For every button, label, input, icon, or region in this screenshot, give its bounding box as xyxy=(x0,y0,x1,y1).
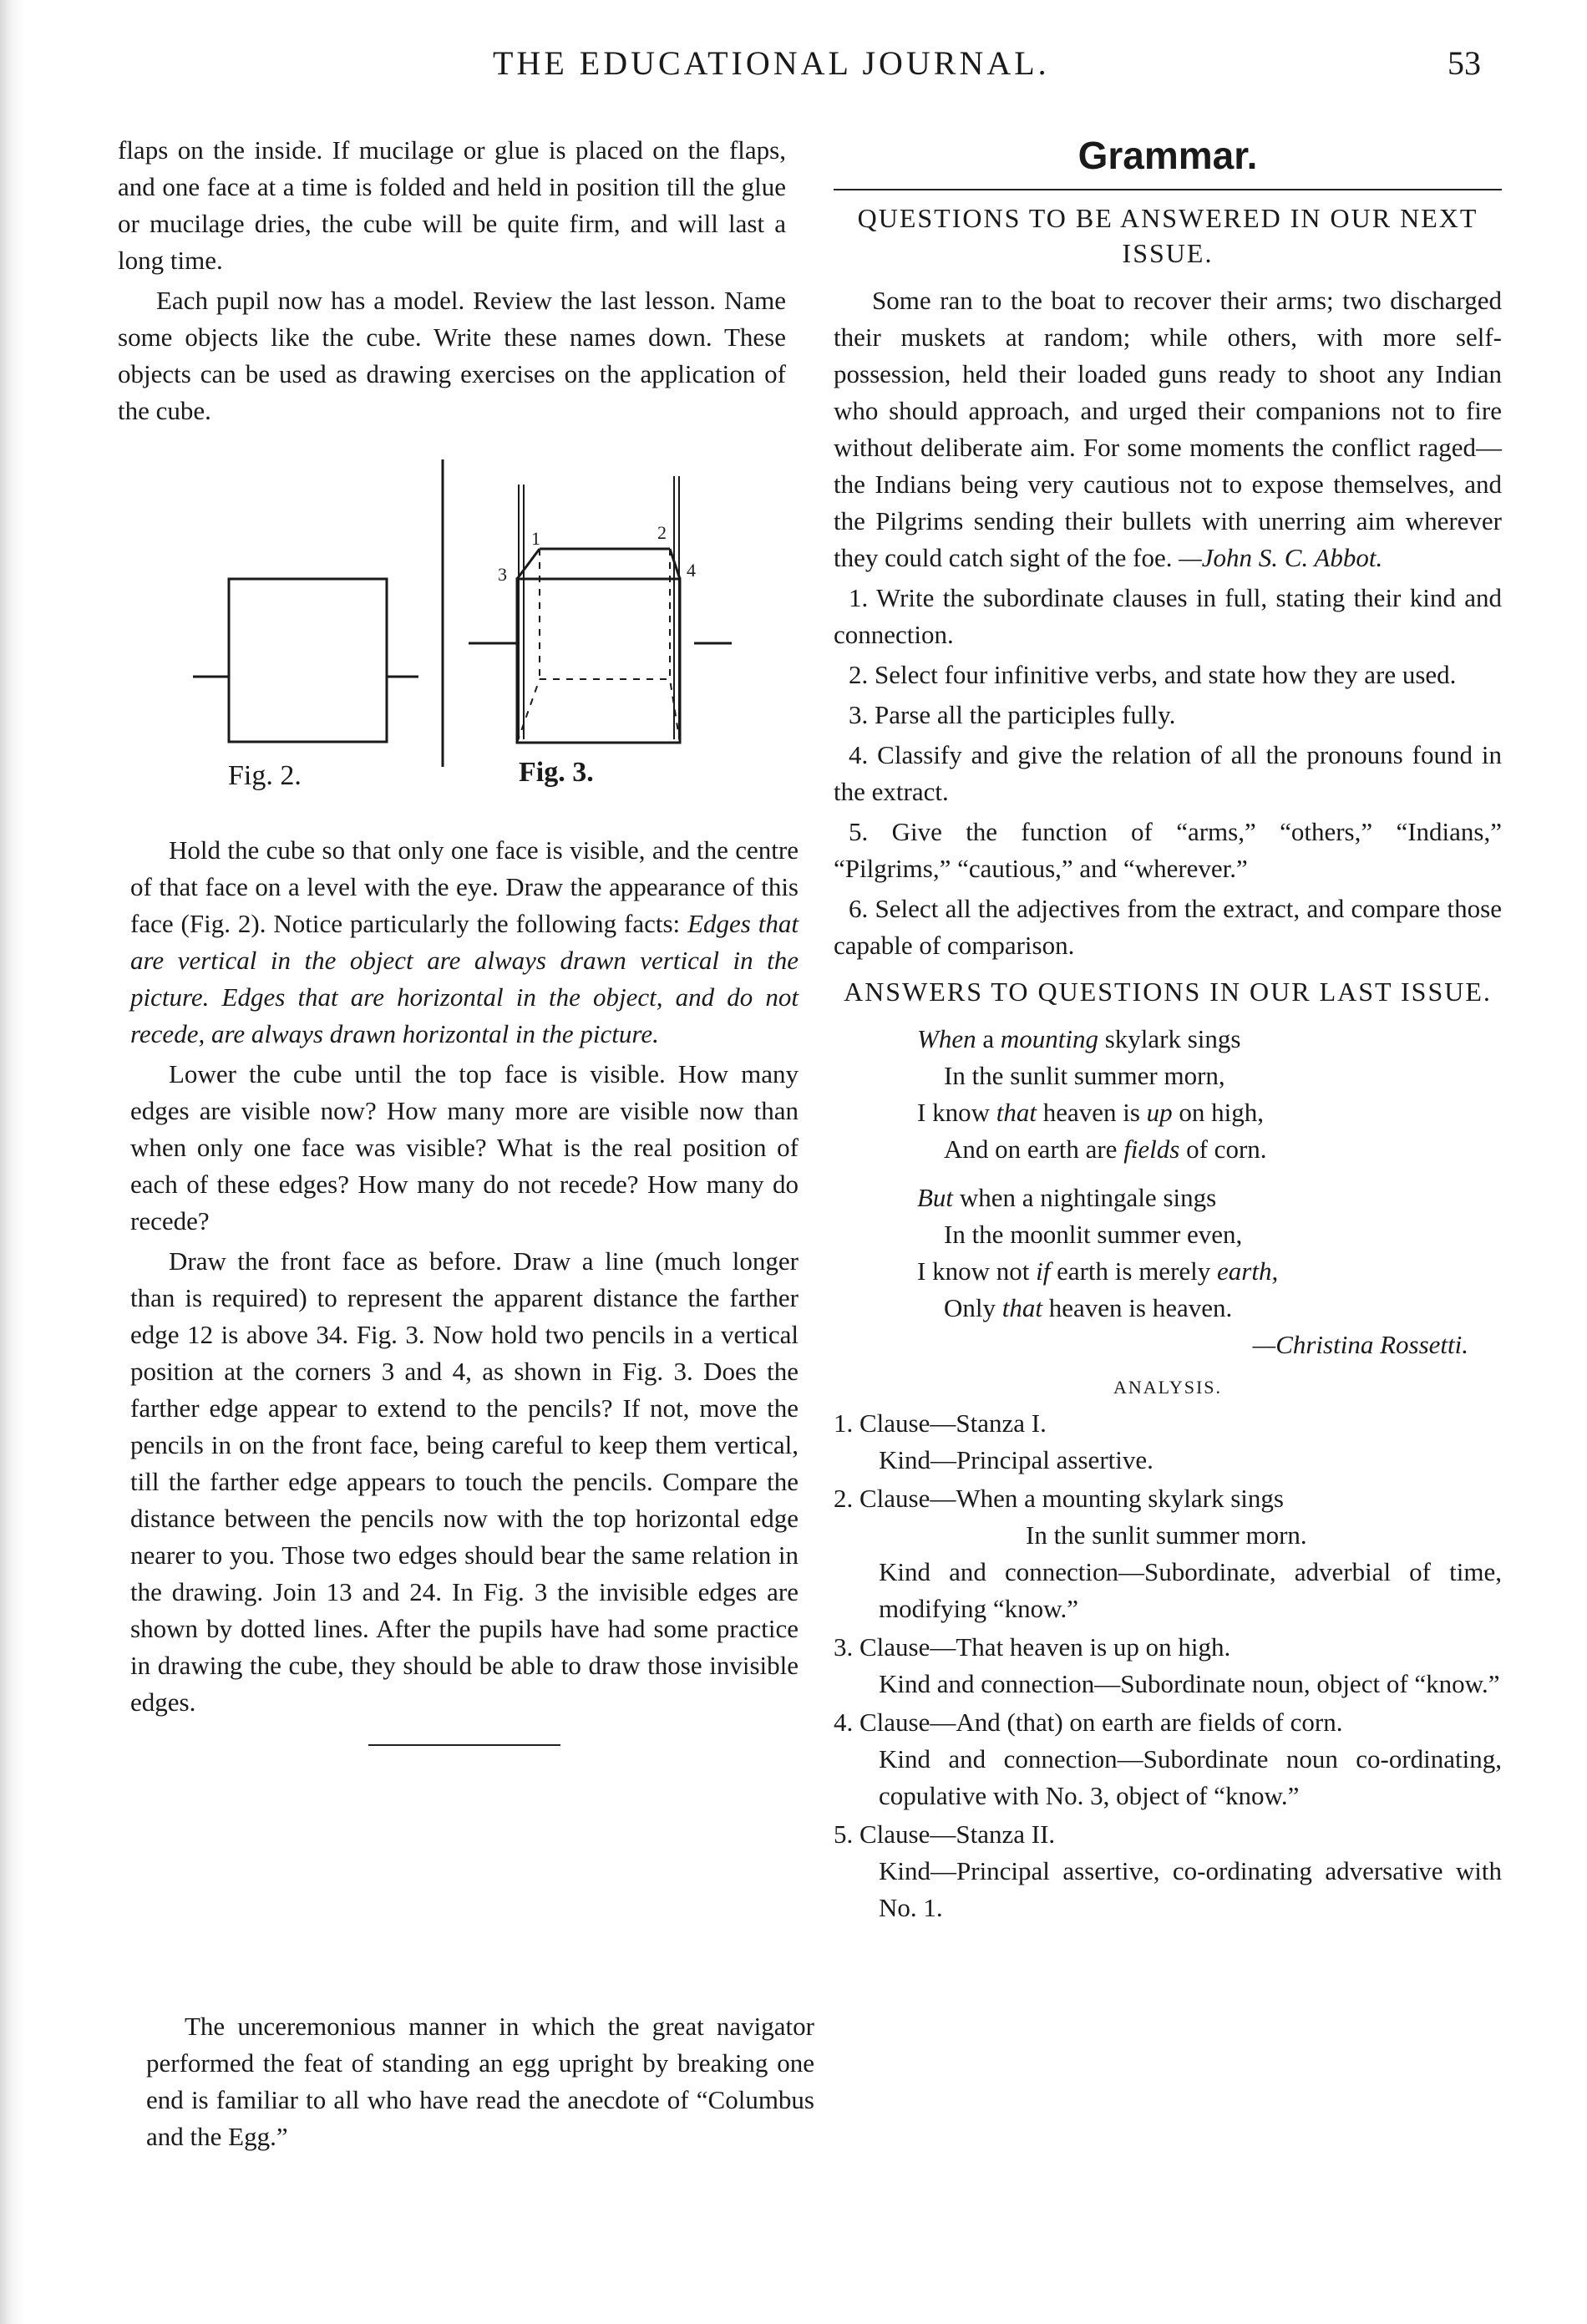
fig-3-front-face xyxy=(517,579,680,743)
poem-line xyxy=(917,1021,1502,1058)
poem-text: earth is merely xyxy=(1050,1256,1218,1286)
fig-3-drawing xyxy=(469,476,732,743)
analysis-line: 1. Clause—Stanza I. xyxy=(834,1408,1047,1438)
left-column-bottom xyxy=(146,2008,814,2159)
paragraph: The unceremonious manner in which the great navigator performed the feat of standing an egg upright by breaking one end is familiar to all who have read the anecdote of “Columbus and the Egg.” xyxy=(146,2012,814,2151)
paragraph: Draw the front face as before. Draw a line (much longer than is required) to represent the apparent distance the farther edge 12 is above 34. Fig. 3. Now hold two pencils in a vertical position at the corners 3 and 4, as shown in Fig. 3. Does the farther edge appear to extend to the pencils? If not, move the pencils in on the front face, being careful to keep them vertical, till the farther edge appears to touch the pencils. Compare the distance between the pencils now with the top horizontal edge nearer to you. Those two edges should bear the same relation in the drawing. Join 13 and 24. In Fig. 3 the invisible edges are shown by dotted lines. After the pupils have had some practice in drawing the cube, they should be able to draw those invisible edges. xyxy=(130,1246,799,1717)
passage xyxy=(834,282,1502,576)
section-title: Grammar. xyxy=(1077,134,1258,177)
poem-italic: that xyxy=(1001,1293,1042,1322)
poem-text: heaven is xyxy=(1036,1098,1147,1127)
emphasized-rule: Edges that are vertical in the object are always drawn vertical in the picture. Edges that are horizontal in the object, and do not recede, are always drawn horizontal in the picture. xyxy=(130,909,799,1048)
page-edge-shadow xyxy=(0,0,23,2324)
poem-text: Only xyxy=(944,1293,1002,1322)
answers-heading: ANSWERS TO QUESTIONS IN OUR LAST ISSUE. xyxy=(844,977,1492,1007)
poem-text: of corn. xyxy=(1179,1134,1267,1164)
analysis-line: 5. Clause—Stanza II. xyxy=(834,1819,1056,1849)
paragraph: flaps on the inside. If mucilage or glue is placed on the flaps, and one face at a time is folded and held in position till the glue or mucilage dries, the cube will be quite firm, and will last a long time. xyxy=(118,135,786,275)
analysis-line: Kind and connection—Subordinate noun co-ordinating, copulative with No. 3, object of “know.” xyxy=(879,1744,1502,1810)
analysis-item xyxy=(834,1405,1502,1479)
poem-italic: that xyxy=(996,1098,1037,1127)
poem-text: on high, xyxy=(1172,1098,1265,1127)
right-column xyxy=(834,132,1502,1928)
poem-italic: mounting xyxy=(1000,1024,1098,1053)
paragraph xyxy=(130,832,799,1053)
section-divider xyxy=(368,1744,560,1746)
fig-3-label-2: 2 xyxy=(657,522,667,543)
poem-text: a xyxy=(976,1024,1001,1053)
fig-3-label-4: 4 xyxy=(687,560,696,581)
analysis-item xyxy=(834,1629,1502,1702)
analysis-line: Kind and connection—Subordinate noun, object of “know.” xyxy=(879,1669,1500,1698)
page-header xyxy=(0,43,1587,94)
question-item: 2. Select four infinitive verbs, and state how they are used. xyxy=(849,660,1457,689)
poem-text: I know not xyxy=(917,1256,1037,1286)
question-list xyxy=(834,580,1502,964)
cube-figures-drawing xyxy=(118,451,803,819)
poem-text: when a nightingale sings xyxy=(953,1183,1217,1212)
question-item: 4. Classify and give the relation of all the pronouns found in the extract. xyxy=(834,740,1502,806)
poem-line: In the moonlit summer even, xyxy=(944,1220,1243,1249)
poem-italic: up xyxy=(1146,1098,1173,1127)
analysis-line: 4. Clause—And (that) on earth are fields of corn. xyxy=(834,1707,1343,1737)
poem-line xyxy=(917,1290,1502,1327)
poem-text: And on earth are xyxy=(944,1134,1124,1164)
poem-attribution: —Christina Rossetti. xyxy=(1252,1330,1468,1359)
question-item: 1. Write the subordinate clauses in full, stating their kind and connection. xyxy=(834,583,1502,649)
poem-text: heaven is heaven. xyxy=(1042,1293,1233,1322)
poem-italic: earth, xyxy=(1217,1256,1279,1286)
analysis-list xyxy=(834,1405,1502,1926)
running-title: THE EDUCATIONAL JOURNAL. xyxy=(493,44,1050,82)
question-item: 5. Give the function of “arms,” “others,” “Indians,” “Pilgrims,” “cautious,” and “wherever.” xyxy=(834,817,1502,883)
poem-line xyxy=(917,1253,1502,1290)
paragraph-text: Hold the cube so that only one face is visible, and the centre of that face on a level with the eye. Draw the appearance of this face (Fig. 2). Notice particularly the following facts: xyxy=(130,835,799,938)
left-column-top xyxy=(118,132,786,433)
analysis-line: In the sunlit summer morn. xyxy=(1026,1520,1307,1550)
fig-3-label-1: 1 xyxy=(531,528,540,549)
passage-attribution: —John S. C. Abbot. xyxy=(1179,543,1383,572)
analysis-item xyxy=(834,1816,1502,1926)
fig-2-cube-face xyxy=(229,579,387,742)
analysis-heading: ANALYSIS. xyxy=(1113,1377,1223,1398)
poem-line xyxy=(917,1094,1502,1131)
fig-3-edge-13 xyxy=(517,549,540,579)
questions-heading: QUESTIONS TO BE ANSWERED IN OUR NEXT ISSUE. xyxy=(857,203,1478,268)
paragraph: Each pupil now has a model. Review the last lesson. Name some objects like the cube. Write these names down. These objects can be used as drawing exercises on the application of the cube. xyxy=(118,286,786,425)
page-number: 53 xyxy=(1448,44,1481,82)
fig-2-drawing xyxy=(193,579,418,742)
paragraph: Lower the cube until the top face is visible. How many edges are visible now? How many more are visible now than when only one face was visible? What is the real position of each of these edges? How many do not recede? How many do recede? xyxy=(130,1059,799,1236)
analysis-item xyxy=(834,1704,1502,1814)
fig-3-label-3: 3 xyxy=(498,564,507,585)
figures xyxy=(118,451,803,819)
question-item: 3. Parse all the participles fully. xyxy=(849,700,1176,729)
left-column-lower xyxy=(130,832,799,1779)
analysis-line: 3. Clause—That heaven is up on high. xyxy=(834,1632,1231,1662)
poem-italic: if xyxy=(1036,1256,1051,1286)
analysis-line: Kind—Principal assertive. xyxy=(879,1445,1153,1474)
poem-text: skylark sings xyxy=(1098,1024,1241,1053)
poem-line xyxy=(917,1180,1502,1216)
poem-italic: fields xyxy=(1123,1134,1180,1164)
analysis-item xyxy=(834,1480,1502,1627)
poem-italic: When xyxy=(917,1024,976,1053)
poem-line xyxy=(917,1131,1502,1168)
passage-text: Some ran to the boat to recover their arms; two discharged their muskets at random; while others, with more self-possession, held their loaded guns ready to shoot any Indian who should approach, and urged their companions not to fire without deliberate aim. For some moments the conflict raged—the Indians being very cautious not to expose themselves, and the Pilgrims sending their bullets with unerring aim wherever they could catch sight of the foe. xyxy=(834,286,1502,572)
question-item: 6. Select all the adjectives from the extract, and compare those capable of comparison. xyxy=(834,894,1502,960)
poem-italic: But xyxy=(917,1183,954,1212)
fig-3-caption: Fig. 3. xyxy=(519,757,594,788)
analysis-line: Kind and connection—Subordinate, adverbial of time, modifying “know.” xyxy=(879,1557,1502,1623)
poem xyxy=(917,1021,1502,1363)
poem-line: In the sunlit summer morn, xyxy=(944,1061,1225,1090)
analysis-line: 2. Clause—When a mounting skylark sings xyxy=(834,1484,1284,1513)
fig-2-caption: Fig. 2. xyxy=(228,760,302,791)
title-rule xyxy=(834,189,1502,190)
poem-text: I know xyxy=(917,1098,996,1127)
analysis-line: Kind—Principal assertive, co-ordinating adversative with No. 1. xyxy=(879,1856,1502,1922)
